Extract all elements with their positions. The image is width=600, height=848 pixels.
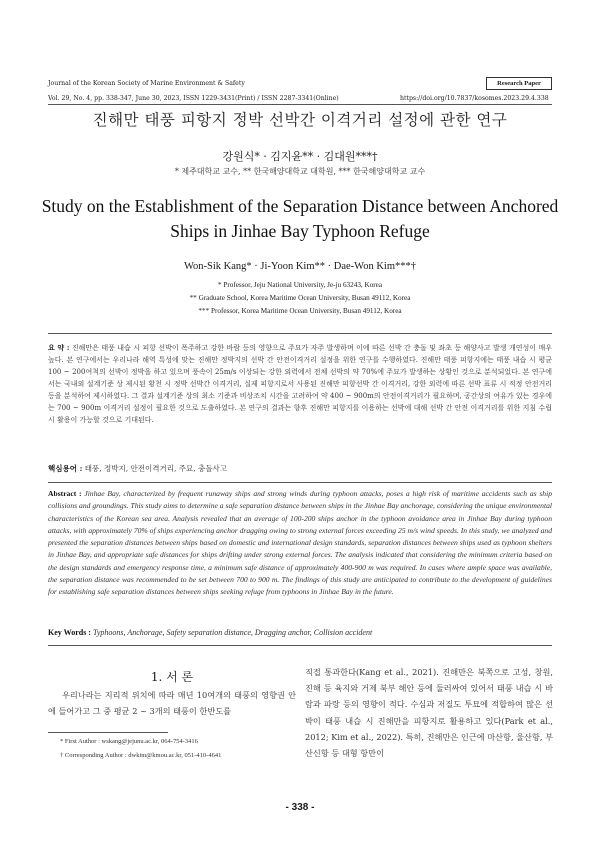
- section-heading-introduction: 1. 서 론: [150, 670, 194, 684]
- english-keywords-label: Key Words :: [48, 628, 91, 637]
- footnote-divider: [48, 732, 168, 733]
- header-divider: [48, 104, 552, 105]
- english-abstract-text: Jinhae Bay, characterized by frequent runaway ships and strong winds during typhoon attacks, poses a high risk of maritime accidents such as ship collisions and groundings. This study aims to determine a safe separation distance between ships in the Jinhae Bay anchorage, considering the unique environmental characteristics of the Korean sea area. Analysis revealed that an average of 100-200 ships anchor in the typhoon avoidance area in Jinhae Bay during typhoon attacks, with approximately 70% of ships experiencing anchor dragging owing to strong external forces exceeding 25 m/s wind speeds. In this study, we analyzed and presented the separation distances between ships based on domestic and international design standards, separation distances between ships used as typhoon shelters in Jinhae Bay, and appropriate safe distances for ships drifting under strong external forces. The analysis indicated that considering the minimum criteria based on the design standards and emergency response time, a minimum safe distance of approximately 400-900 m was required. In cases where ample space was available, the separation distance was recommended to be set between 700 to 900 m. The findings of this study are anticipated to contribute to the development of guidelines for establishing safe separation distances between ships seeking refuge from typhoons in Jinhae Bay in the future.: [48, 489, 553, 597]
- english-title-line2: Ships in Jinhae Bay Typhoon Refuge: [170, 221, 430, 241]
- korean-keywords-text: 태풍, 정박지, 안전이격거리, 주묘, 충돌사고: [84, 464, 227, 473]
- korean-title: 진해만 태풍 피항지 정박 선박간 이격거리 설정에 관한 연구: [92, 111, 508, 129]
- page-number: - 338 -: [285, 802, 315, 813]
- korean-abstract-text: 진해만은 태풍 내습 시 피항 선박이 폭주하고 강한 바람 등의 영향으로 주묘가 자주 발생하며 이에 따른 선박 간 충돌 및 좌초 등 해양사고 발생 개연성이 매우 높다. 본 연구에서는 우리나라 해역 특성에 맞는 진해만 정박지의 선박 간 안전이격거리 설정을 위한 연구를 수행하였다. 진해만 태풍 피항지에는 태풍 내습 시 평균 100 ~ 200여척의 선박이 정박을 하고 있으며 풍속이 25m/s 이상되는 강한 외력에서 전체 선박의 약 70%에 주묘가 발생하는 상황인 것으로 분석되었다. 본 연구에서는 국내외 설계기준 상 제시된 황천 시 정박 선박간 이격거리, 실제 피항지로서 사용된 진해만 피항선박 간 이격거리, 강한 외력에 따른 선박 표류 시 적정 안전거리 등을 분석하여 제시하였다. 그 결과 설계기준 상의 최소 기준과 비상조치 시간을 고려하여 약 400 ~ 900m의 안전이격거리가 필요하며, 공간상의 여유가 있는 경우에는 700 ~ 900m 이격거리 설정이 필요한 것으로 도출하였다. 본 연구의 결과는 향후 진해만 피항지를 이용하는 선박에 대해 선박 간 안전 이격거리를 위한 지침 수립 시 활용이 가능할 것으로 기대된다.: [48, 344, 552, 424]
- english-abstract-label: Abstract :: [48, 489, 82, 498]
- intro-left-paragraph: 우리나라는 지리적 위치에 따라 매년 10여개의 태풍의 영향권 안에 들어가고 그 중 평균 2 ~ 3개의 태풍이 한반도를: [48, 690, 296, 717]
- korean-authors: 강원식* · 김지윤** · 김대원***†: [222, 150, 378, 163]
- journal-volume-info: Vol. 29, No. 4, pp. 338-347, June 30, 2023, ISSN 1229-3431(Print) / ISSN 2287-3341(Online): [48, 95, 339, 102]
- korean-abstract-label: 요 약 :: [48, 343, 70, 352]
- english-keywords-text: Typhoons, Anchorage, Safety separation distance, Dragging anchor, Collision accident: [92, 628, 373, 637]
- korean-keywords-label: 핵심용어 :: [48, 464, 83, 473]
- korean-keywords: [48, 463, 227, 474]
- abstract-mid-divider: [48, 482, 552, 483]
- journal-name: Journal of the Korean Society of Marine Environment & Safety: [48, 80, 245, 87]
- english-affiliation-2: ** Graduate School, Korea Maritime Ocean University, Busan 49112, Korea: [189, 294, 411, 302]
- korean-abstract: [48, 342, 552, 426]
- english-authors: Won-Sik Kang* · Ji-Yoon Kim** · Dae-Won Kim***†: [183, 261, 417, 272]
- korean-affiliations: * 제주대학교 교수, ** 한국해양대학교 대학원, *** 한국해양대학교 교수: [174, 167, 426, 176]
- article-type-badge: Research Paper: [486, 77, 552, 90]
- abstract-top-divider: [48, 333, 552, 334]
- footnote-corresponding-author: † Corresponding Author : dwkim@kmou.ac.kr, 051-410-4641: [60, 752, 222, 759]
- english-abstract: [48, 488, 552, 599]
- english-affiliation-1: * Professor, Jeju National University, Je-ju 63243, Korea: [217, 281, 383, 289]
- english-title-line1: Study on the Establishment of the Separation Distance between Anchored: [41, 196, 559, 216]
- abstract-bottom-divider: [48, 645, 552, 646]
- footnote-first-author: * First Author : wskang@jejunu.ac.kr, 064-754-3416: [60, 738, 198, 745]
- english-keywords: [48, 628, 372, 637]
- doi-link[interactable]: https://doi.org/10.7837/kosomes.2023.29.4.338: [400, 95, 549, 102]
- english-affiliation-3: *** Professor, Korea Maritime Ocean University, Busan 49112, Korea: [198, 307, 402, 315]
- intro-right-paragraph: 직접 통과한다(Kang et al., 2021). 진해만은 북쪽으로 고성, 창원, 진해 등 육지와 거제 북부 해안 등에 둘러싸여 있어서 태풍 내습 시 바람과 파랑 등의 영향이 적다. 수심과 저질도 투묘에 적합하여 많은 선박이 태풍 내습 시 진해만을 피항지로 활용하고 있다(Park et al., 2012; Kim et al., 2022). 특히, 진해만은 인근에 마산항, 울산항, 부산신항 등 대형 항만이: [305, 667, 553, 759]
